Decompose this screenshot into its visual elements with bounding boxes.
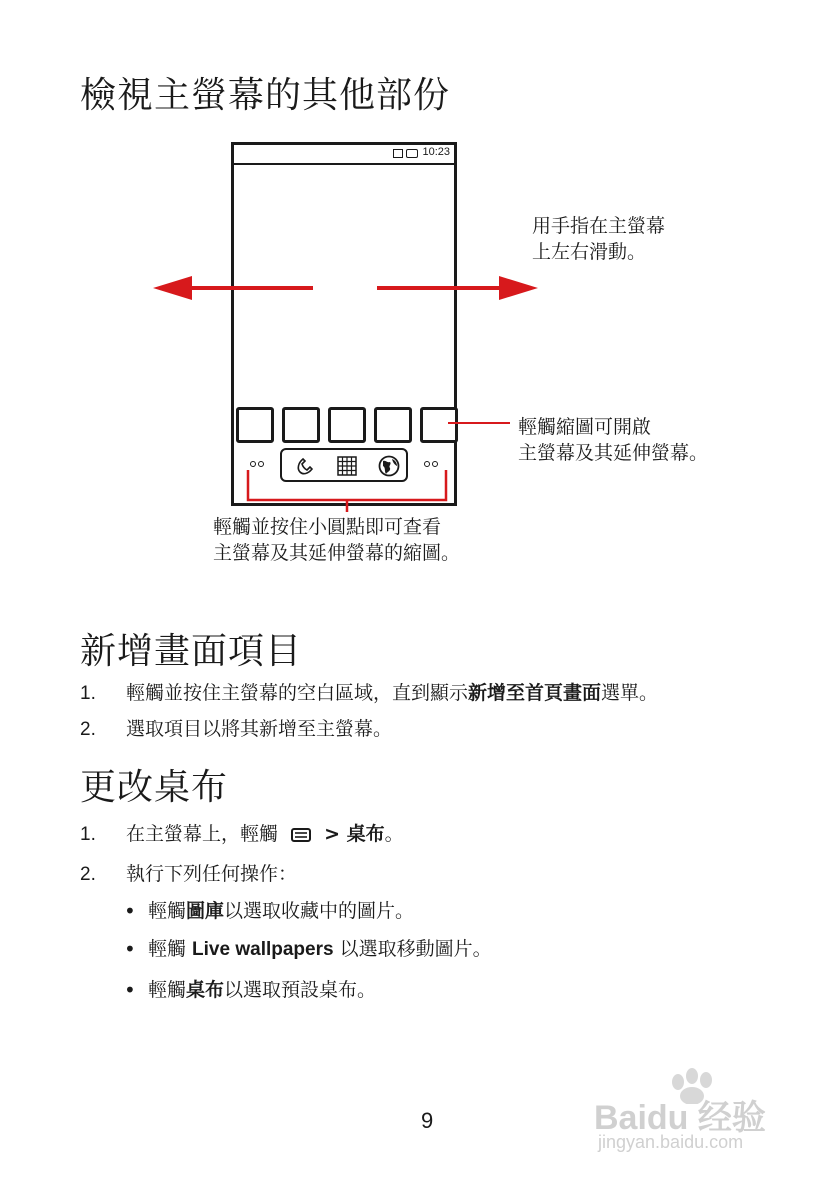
right-screen-dots — [424, 459, 440, 470]
swipe-note: 用手指在主螢幕 上左右滑動。 — [532, 215, 666, 263]
signal-icon — [393, 149, 403, 158]
wallpaper-option-gallery: 輕觸圖庫以選取收藏中的圖片。 — [148, 900, 415, 922]
phone-icon — [294, 455, 316, 477]
wallpaper-step-1: 在主螢幕上，輕觸 > 桌布。 — [126, 823, 404, 845]
bullet-icon: • — [124, 899, 136, 923]
step-number: 1. — [80, 824, 96, 845]
wallpaper-option-live: 輕觸 Live wallpapers 以選取移動圖片。 — [148, 938, 492, 960]
screen-thumbnail — [374, 407, 412, 443]
add-step-1: 輕觸並按住主螢幕的空白區域，直到顯示新增至首頁畫面選單。 — [126, 682, 659, 704]
menu-icon — [290, 827, 312, 843]
bullet-icon: • — [124, 978, 136, 1002]
screen-thumbnail — [236, 407, 274, 443]
section-title-view: 檢視主螢幕的其他部份 — [80, 75, 451, 116]
watermark-url: jingyan.baidu.com — [598, 1132, 744, 1152]
page-number: 9 — [421, 1108, 434, 1133]
phone-screen — [231, 142, 457, 506]
battery-icon — [406, 149, 418, 158]
wallpaper-option-default: 輕觸桌布以選取預設桌布。 — [148, 979, 377, 1001]
thumbnail-note: 輕觸縮圖可開啟 主螢幕及其延伸螢幕。 — [518, 416, 709, 464]
section-title-add: 新增畫面項目 — [80, 631, 303, 672]
browser-globe-icon — [378, 455, 400, 477]
status-bar — [234, 145, 454, 165]
watermark-brand: Baidu 经验 — [594, 1099, 766, 1137]
apps-grid-icon — [336, 455, 358, 477]
status-time: 10:23 — [422, 146, 450, 158]
dock-bar — [280, 448, 408, 482]
dots-note: 輕觸並按住小圓點即可查看 主螢幕及其延伸螢幕的縮圖。 — [213, 516, 461, 564]
left-screen-dots — [250, 459, 266, 470]
wallpaper-step-2: 執行下列任何操作： — [126, 863, 298, 885]
add-step-2: 選取項目以將其新增至主螢幕。 — [126, 718, 393, 740]
bullet-icon: • — [124, 937, 136, 961]
screen-thumbnail — [328, 407, 366, 443]
step-number: 1. — [80, 683, 96, 704]
screen-thumbnail — [282, 407, 320, 443]
baidu-watermark — [594, 1068, 794, 1168]
step-number: 2. — [80, 864, 96, 885]
step-number: 2. — [80, 719, 96, 740]
screen-thumbnail — [420, 407, 458, 443]
section-title-wallpaper: 更改桌布 — [80, 767, 229, 808]
